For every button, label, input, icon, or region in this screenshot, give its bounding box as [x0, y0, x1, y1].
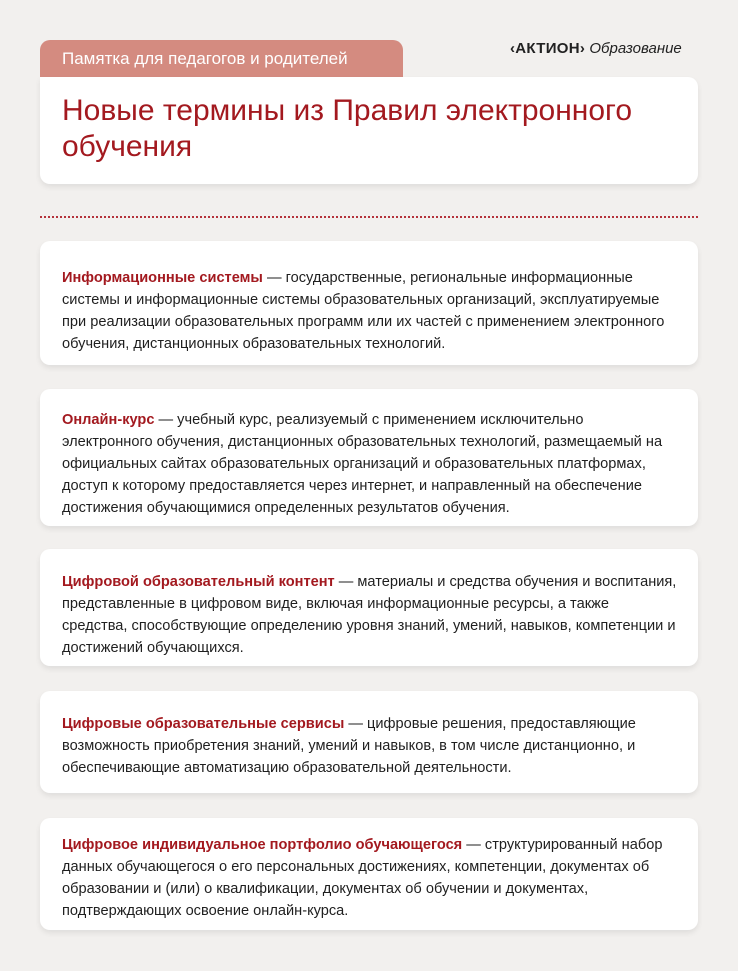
definition-card: [40, 549, 698, 666]
definition-card: [40, 241, 698, 365]
definition-text: [62, 834, 678, 922]
definition-text: [62, 409, 678, 519]
definition-body: — материалы и средства обучения и воспитания, представленные в цифровом виде, включая информационные ресурсы, а также средства, способствующие определению уровня знаний, умений, навыков, компетенции и достижений обучающихся.: [62, 574, 677, 656]
definition-card: [40, 818, 698, 930]
dotted-divider: [40, 216, 698, 218]
title-card: [40, 77, 698, 184]
definition-body: — цифровые решения, предоставляющие возможность приобретения знаний, умений и навыков, в том числе дистанционно, и обеспечивающие автоматизацию образовательной деятельности.: [62, 716, 636, 776]
brand-subtitle: Образование: [589, 40, 682, 57]
definition-text: [62, 267, 678, 355]
definition-body: — структурированный набор данных обучающегося о его персональных достижениях, компетенции, документах об образовании и (или) о квалификации, документах об обучении и документах, подтверждающих освоение онлайн-курса.: [62, 837, 663, 919]
definition-term: Цифровые образовательные сервисы: [62, 716, 345, 732]
definition-body: — государственные, региональные информационные системы и информационные системы образовательных организаций, эксплуатируемые при реализации образовательных программ или их частей с применением электронного обучения, дистанционных образовательных технологий.: [62, 270, 665, 352]
definition-text: [62, 713, 678, 779]
definition-text: [62, 571, 678, 659]
definition-body: — учебный курс, реализуемый с применением исключительно электронного обучения, дистанционных образовательных технологий, размещаемый на официальных сайтах образовательных организаций и образовательных платформах, доступ к которому предоставляется через интернет, и направленный на обеспечение достижения обучающимися определенных результатов обучения.: [62, 412, 663, 516]
memo-tag: Памятка для педагогов и родителей: [40, 40, 403, 78]
brand-logo: [510, 38, 682, 60]
definition-card: [40, 389, 698, 526]
definition-card: [40, 691, 698, 793]
definition-term: Информационные системы: [62, 270, 263, 286]
page-title: Новые термины из Правил электронного обучения: [62, 94, 632, 163]
definition-term: Цифровой образовательный контент: [62, 574, 335, 590]
definition-term: Онлайн-курс: [62, 412, 155, 428]
brand-mark: ‹АКТИОН›: [510, 40, 586, 57]
definition-term: Цифровое индивидуальное портфолио обучающегося: [62, 837, 463, 853]
